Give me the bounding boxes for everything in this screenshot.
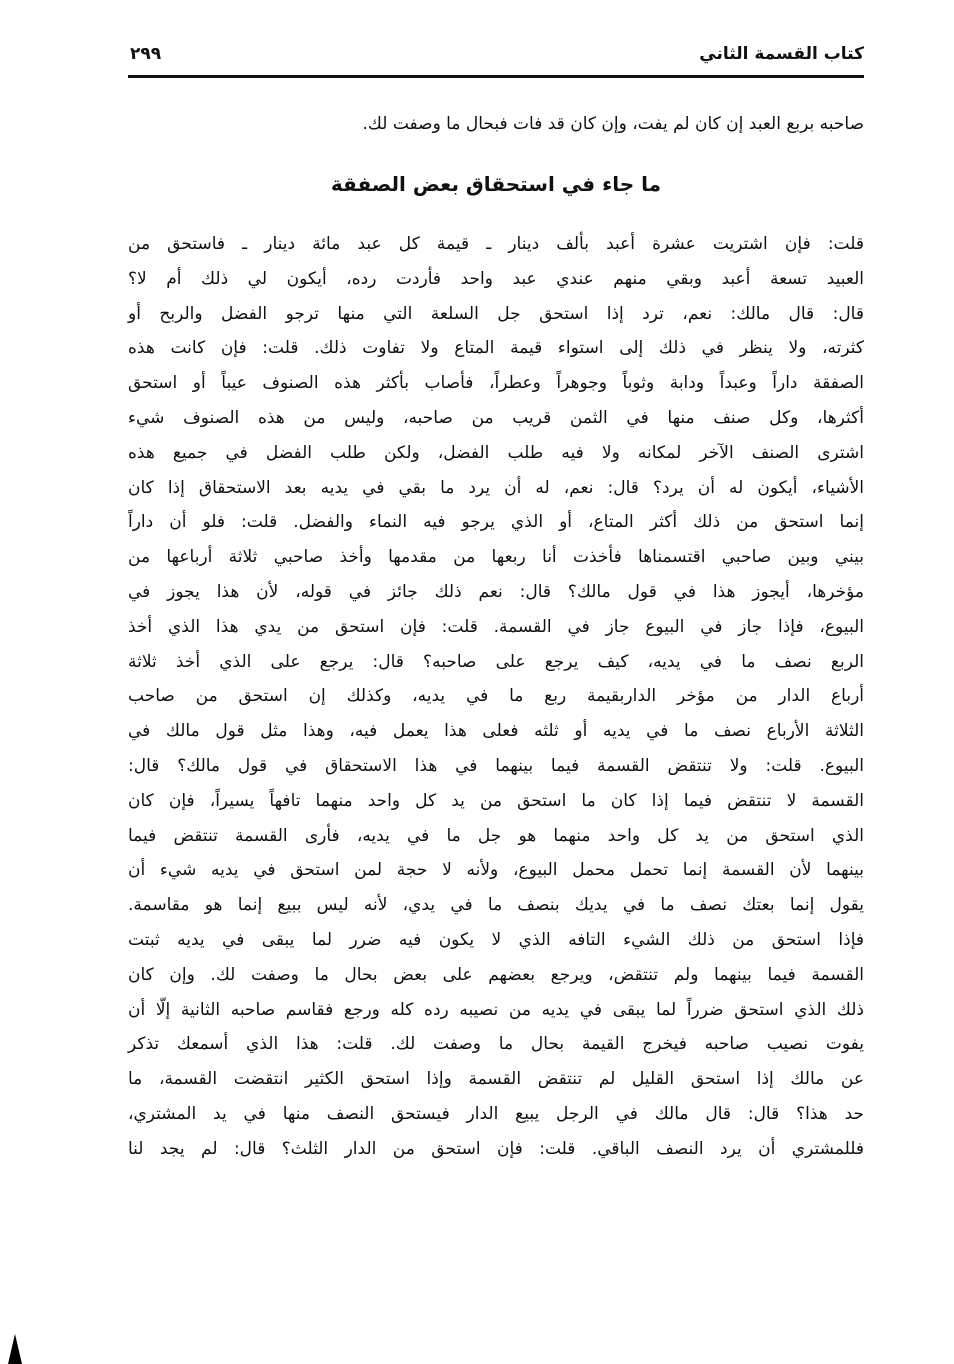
body-line: إنما استحق من ذلك أكثر المتاع، أو الذي يرجو فيه النماء والفضل. قلت: فلو أن داراً xyxy=(128,512,864,533)
body-line: البيوع. قلت: ولا تنتقض القسمة فيما بينهما في هذا الاستحقاق في قول مالك؟ قال: xyxy=(128,756,864,776)
body-line: يقول إنما بعتك نصف ما في يديك بنصف ما في يدي، لأنه ليس ببيع إنما هو مقاسمة. xyxy=(128,895,864,916)
body-line: اشترى الصنف الآخر لمكانه ولا فيه طلب الفضل، ولكن طلب الفضل في جميع هذه xyxy=(128,442,864,463)
body-line: بينهما لأن القسمة إنما تحمل محمل البيوع، ولأنه لا حجة لمن استحق في يديه شيء أن xyxy=(128,860,864,881)
body-line: كثرته، ولا ينظر في ذلك إلى استواء قيمة المتاع ولا تفاوت ذلك. قلت: فإن كانت هذه xyxy=(128,338,864,359)
section-heading: ما جاء في استحقاق بعض الصفقة xyxy=(330,172,662,196)
body-line: فإذا استحق من ذلك الشيء التافه الذي لا يكون فيه ضرر لما يبقى في يديه ثبتت xyxy=(128,930,864,950)
body-line: أكثرها، وكل صنف منها في الثمن قريب من صاحبه، وليس من هذه الصنوف شيء xyxy=(128,408,864,428)
body-line: يفوت نصيب صاحبه فيخرج القيمة بحال ما وصفت لك. قلت: هذا الذي أسمعك تذكر xyxy=(128,1034,864,1055)
body-line: أرباع الدار من مؤخر الداربقيمة ربع ما في يديه، وكذلك إن استحق من صاحب xyxy=(128,686,864,707)
body-line: القسمة لا تنتقض فيما إذا كان ما استحق من يد كل واحد منهما تافهاً يسيراً، فإن كان xyxy=(128,790,864,811)
chapter-title: كتاب القسمة الثاني xyxy=(699,44,864,64)
body-line: بيني وبين صاحبي اقتسمناها فأخذت أنا ربعها من مقدمها وأخذ صاحبي ثلاثة أرباعها من xyxy=(128,547,864,568)
body-line: الصفقة داراً وعبداً ودابة وثوباً وجوهراً وعطراً، فأصاب بأكثر هذه الصنوف عيباً أو استحق xyxy=(128,373,864,394)
body-line: البيوع، فإذا جاز في البيوع جاز في القسمة. قلت: فإن استحق من يدي هذا الذي أخذ xyxy=(128,616,864,637)
running-header xyxy=(128,40,864,74)
body-line: ذلك الذي استحق ضرراً لما يبقى في يديه من نصيبه رده كله ورجع فقاسم صاحبه الثانية إلّا أن xyxy=(128,999,864,1020)
body-line: القسمة فيما بينهما ولم تنتقض، ويرجع بعضهم على بعض بحال ما وصفت لك. وإن كان xyxy=(128,964,864,985)
body-line: مؤخرها، أيجوز هذا في قول مالك؟ قال: نعم ذلك جائز في قوله، لأن هذا يجوز في xyxy=(128,582,864,602)
body-line: الثلاثة الأرباع نصف ما في يديه أو ثلثه فعلى هذا يعمل فيه، وهذا مثل قول مالك في xyxy=(128,721,864,742)
body-line: قلت: فإن اشتريت عشرة أعبد بألف دينار ـ قيمة كل عبد مائة دينار ـ فاستحق من xyxy=(128,234,864,254)
scan-corner-mark xyxy=(8,1334,22,1364)
header-rule xyxy=(128,75,864,78)
page-number: ٢٩٩ xyxy=(130,44,162,64)
body-line: عن مالك إذا استحق القليل لم تنتقض القسمة وإذا استحق الكثير انتقضت القسمة، ما xyxy=(128,1069,864,1090)
body-line: الأشياء، أيكون له أن يرد؟ قال: نعم، له أن يرد ما بقي في يديه بعد الاستحقاق إذا كان xyxy=(128,477,864,498)
body-line: الذي استحق من يد كل واحد منهما هو جل ما في يديه، فأرى القسمة تنتقض فيما xyxy=(128,825,864,846)
body-line: حد هذا؟ قال: قال مالك في الرجل يبيع الدار فيستحق النصف منها في يد المشتري، xyxy=(128,1104,864,1124)
body-line: قال: قال مالك: نعم، ترد إذا استحق جل السلعة التي منها ترجو الفضل والربح أو xyxy=(128,303,864,324)
opening-line: صاحبه بربع العبد إن كان لم يفت، وإن كان قد فات فبحال ما وصفت لك. xyxy=(362,114,864,134)
body-line: العبيد تسعة أعبد وبقي منهم عندي عبد واحد فأردت رده، أيكون لي ذلك أم لا؟ xyxy=(128,268,864,289)
body-line: فللمشتري أن يرد النصف الباقي. قلت: فإن استحق من الدار الثلث؟ قال: لم يجد لنا xyxy=(128,1138,864,1159)
body-line: الربع نصف ما في يديه، كيف يرجع على صاحبه؟ قال: يرجع على الذي أخذ ثلاثة xyxy=(128,651,864,672)
